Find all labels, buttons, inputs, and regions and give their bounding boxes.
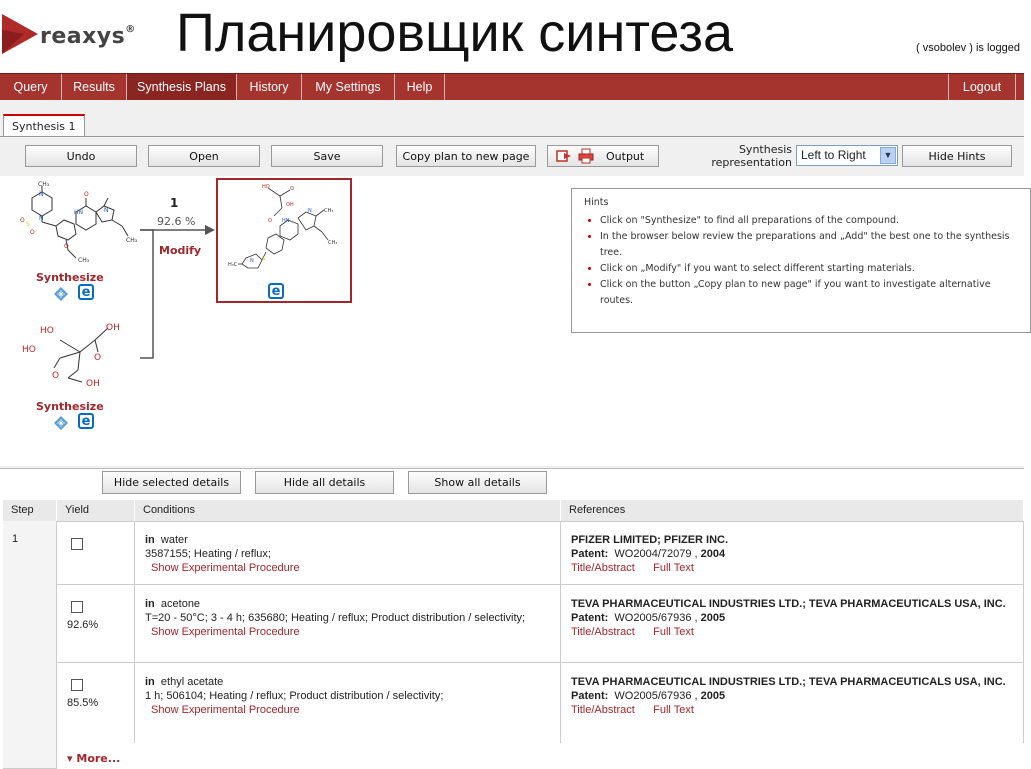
tab-divider bbox=[0, 136, 1024, 137]
title-abstract-link[interactable]: Title/Abstract bbox=[571, 562, 635, 574]
svg-text:O: O bbox=[64, 243, 69, 250]
step-number: 1 bbox=[170, 196, 179, 210]
references-cell: TEVA PHARMACEUTICAL INDUSTRIES LTD.; TEVA PHARMACEUTICALS USA, INC. Patent: WO2005/67936 , 2005 Title/Abstract Full Text bbox=[561, 585, 1024, 663]
menu-query[interactable]: Query bbox=[0, 74, 62, 100]
chevron-down-icon[interactable]: ▼ bbox=[880, 147, 896, 164]
svg-text:O: O bbox=[290, 186, 294, 192]
copy-plan-button[interactable]: Copy plan to new page bbox=[396, 145, 536, 167]
printer-icon bbox=[578, 149, 594, 163]
product-structure bbox=[228, 182, 340, 272]
synthesize-link-reactant-2[interactable]: Synthesize bbox=[36, 400, 104, 413]
hint-item: • Click on the button „Copy plan to new page" if you want to investigate alternative routes. bbox=[600, 277, 1025, 309]
output-button[interactable] bbox=[547, 145, 659, 167]
hide-selected-details-button[interactable]: Hide selected details bbox=[102, 471, 241, 494]
show-procedure-link[interactable]: Show Experimental Procedure bbox=[151, 626, 300, 638]
hints-list bbox=[586, 213, 1025, 309]
output-label: Output bbox=[606, 150, 645, 163]
yield-value: 85.5% bbox=[67, 697, 99, 709]
svg-text:O: O bbox=[52, 371, 60, 381]
menu-help[interactable]: Help bbox=[395, 74, 445, 100]
hints-heading: Hints bbox=[584, 197, 609, 208]
svg-text:N: N bbox=[39, 215, 44, 222]
table-row bbox=[3, 521, 1024, 585]
ie-browser-icon[interactable]: e bbox=[78, 284, 94, 300]
menu-results[interactable]: Results bbox=[62, 74, 127, 100]
reaxys-logo-mark-icon bbox=[2, 14, 38, 54]
svg-text:CH₃: CH₃ bbox=[126, 237, 138, 244]
svg-text:CH₃: CH₃ bbox=[78, 257, 90, 264]
conditions-cell: in acetone T=20 - 50°C; 3 - 4 h; 635680; Heating / reflux; Product distribution / selectivity; Show Experimental Procedure bbox=[135, 585, 561, 663]
col-references[interactable]: References bbox=[561, 500, 1024, 521]
svg-text:HO: HO bbox=[262, 184, 270, 190]
logged-user: ( vsobolev ) is logged bbox=[916, 42, 1020, 54]
svg-text:N: N bbox=[104, 207, 109, 214]
step-yield: 92.6 % bbox=[157, 215, 196, 228]
select-value: Left to Right bbox=[801, 148, 866, 162]
more-link[interactable] bbox=[67, 752, 120, 765]
reactant-1-structure[interactable] bbox=[18, 181, 138, 268]
save-button[interactable]: Save bbox=[271, 145, 383, 167]
ie-browser-icon[interactable]: e bbox=[78, 413, 94, 429]
hint-item: • Click on „Modify" if you want to select different starting materials. bbox=[600, 261, 1025, 277]
undo-button[interactable]: Undo bbox=[25, 145, 137, 167]
svg-text:N: N bbox=[250, 258, 254, 264]
more-label: More... bbox=[76, 752, 121, 765]
svg-text:O: O bbox=[30, 229, 35, 236]
show-procedure-link[interactable]: Show Experimental Procedure bbox=[151, 704, 300, 716]
synthesis-tree-canvas bbox=[0, 176, 1024, 466]
svg-text:N: N bbox=[39, 191, 44, 198]
page-title: Планировщик синтеза bbox=[176, 3, 734, 63]
menu-synthesis-plans[interactable]: Synthesis Plans bbox=[127, 74, 237, 100]
reaxys-logo[interactable] bbox=[2, 12, 162, 56]
step-value: 1 bbox=[12, 533, 19, 545]
full-text-link[interactable]: Full Text bbox=[653, 626, 694, 638]
hide-hints-button[interactable]: Hide Hints bbox=[902, 145, 1012, 167]
svg-text:HO: HO bbox=[22, 345, 36, 355]
product-box[interactable] bbox=[216, 178, 352, 303]
modify-link[interactable]: Modify bbox=[159, 244, 202, 257]
table-row bbox=[3, 585, 1024, 663]
svg-text:OH: OH bbox=[286, 202, 294, 208]
main-menu bbox=[0, 73, 1024, 101]
menu-history[interactable]: History bbox=[237, 74, 302, 100]
yield-cell bbox=[57, 663, 135, 743]
logo-text: reaxys® bbox=[40, 24, 136, 49]
row-checkbox[interactable] bbox=[71, 538, 83, 550]
yield-cell bbox=[57, 521, 135, 585]
show-all-details-button[interactable]: Show all details bbox=[408, 471, 547, 494]
tab-synthesis-1[interactable]: Synthesis 1 bbox=[3, 114, 85, 136]
hint-item: • Click on "Synthesize" to find all preparations of the compound. bbox=[600, 213, 1025, 229]
svg-text:H₃C: H₃C bbox=[228, 262, 238, 268]
yield-cell bbox=[57, 585, 135, 663]
svg-text:HN: HN bbox=[74, 209, 83, 216]
col-step[interactable]: Step bbox=[3, 500, 57, 521]
svg-text:O: O bbox=[268, 218, 272, 224]
ie-browser-icon[interactable]: e bbox=[268, 283, 284, 299]
reactant-2-structure[interactable] bbox=[20, 318, 130, 393]
table-header bbox=[3, 500, 1024, 522]
references-cell: PFIZER LIMITED; PFIZER INC. Patent: WO2004/72079 , 2004 Title/Abstract Full Text bbox=[561, 521, 1024, 585]
double-chevron-down-icon: ▾ bbox=[67, 752, 73, 765]
svg-text:CH₃: CH₃ bbox=[38, 181, 50, 188]
reaxys-grid-icon[interactable] bbox=[54, 287, 68, 301]
synthesize-link-reactant-1[interactable]: Synthesize bbox=[36, 271, 104, 284]
title-bar bbox=[0, 0, 1024, 70]
svg-text:HO: HO bbox=[40, 326, 54, 336]
hint-item: • In the browser below review the preparations and „Add" the best one to the synthesis tree. bbox=[600, 229, 1025, 261]
menu-my-settings[interactable]: My Settings bbox=[302, 74, 395, 100]
open-button[interactable]: Open bbox=[148, 145, 260, 167]
hints-panel bbox=[571, 188, 1031, 333]
svg-text:OH: OH bbox=[86, 379, 100, 389]
full-text-link[interactable]: Full Text bbox=[653, 704, 694, 716]
svg-text:CH₃: CH₃ bbox=[328, 240, 338, 246]
svg-text:HN: HN bbox=[282, 218, 290, 224]
conditions-cell: in water 3587155; Heating / reflux; Show Experimental Procedure bbox=[135, 521, 561, 585]
full-text-link[interactable]: Full Text bbox=[653, 562, 694, 574]
title-abstract-link[interactable]: Title/Abstract bbox=[571, 626, 635, 638]
hide-all-details-button[interactable]: Hide all details bbox=[255, 471, 394, 494]
col-yield[interactable]: Yield bbox=[57, 500, 135, 521]
svg-text:OH: OH bbox=[106, 323, 120, 333]
svg-text:O: O bbox=[94, 353, 102, 363]
svg-text:S: S bbox=[26, 221, 30, 228]
menu-logout[interactable]: Logout bbox=[948, 74, 1016, 100]
svg-text:O: O bbox=[20, 217, 25, 224]
row-checkbox[interactable] bbox=[71, 679, 83, 691]
export-icon bbox=[556, 149, 572, 163]
title-abstract-link[interactable]: Title/Abstract bbox=[571, 704, 635, 716]
svg-text:CH₃: CH₃ bbox=[324, 208, 334, 214]
svg-text:N: N bbox=[308, 208, 312, 214]
show-procedure-link[interactable]: Show Experimental Procedure bbox=[151, 562, 300, 574]
col-conditions[interactable]: Conditions bbox=[135, 500, 561, 521]
conditions-cell: in ethyl acetate 1 h; 506104; Heating / reflux; Product distribution / selectivity; Show Experimental Procedure bbox=[135, 663, 561, 743]
synthesis-representation-label: Synthesis representation bbox=[711, 143, 792, 169]
svg-text:S: S bbox=[262, 256, 266, 262]
references-cell: TEVA PHARMACEUTICAL INDUSTRIES LTD.; TEVA PHARMACEUTICALS USA, INC. Patent: WO2005/67936 , 2005 Title/Abstract Full Text bbox=[561, 663, 1024, 743]
yield-value: 92.6% bbox=[67, 619, 99, 631]
svg-text:O: O bbox=[84, 191, 89, 198]
table-row bbox=[3, 663, 1024, 743]
reaxys-grid-icon[interactable] bbox=[54, 416, 68, 430]
row-checkbox[interactable] bbox=[71, 601, 83, 613]
synthesis-representation-select[interactable] bbox=[796, 145, 898, 166]
